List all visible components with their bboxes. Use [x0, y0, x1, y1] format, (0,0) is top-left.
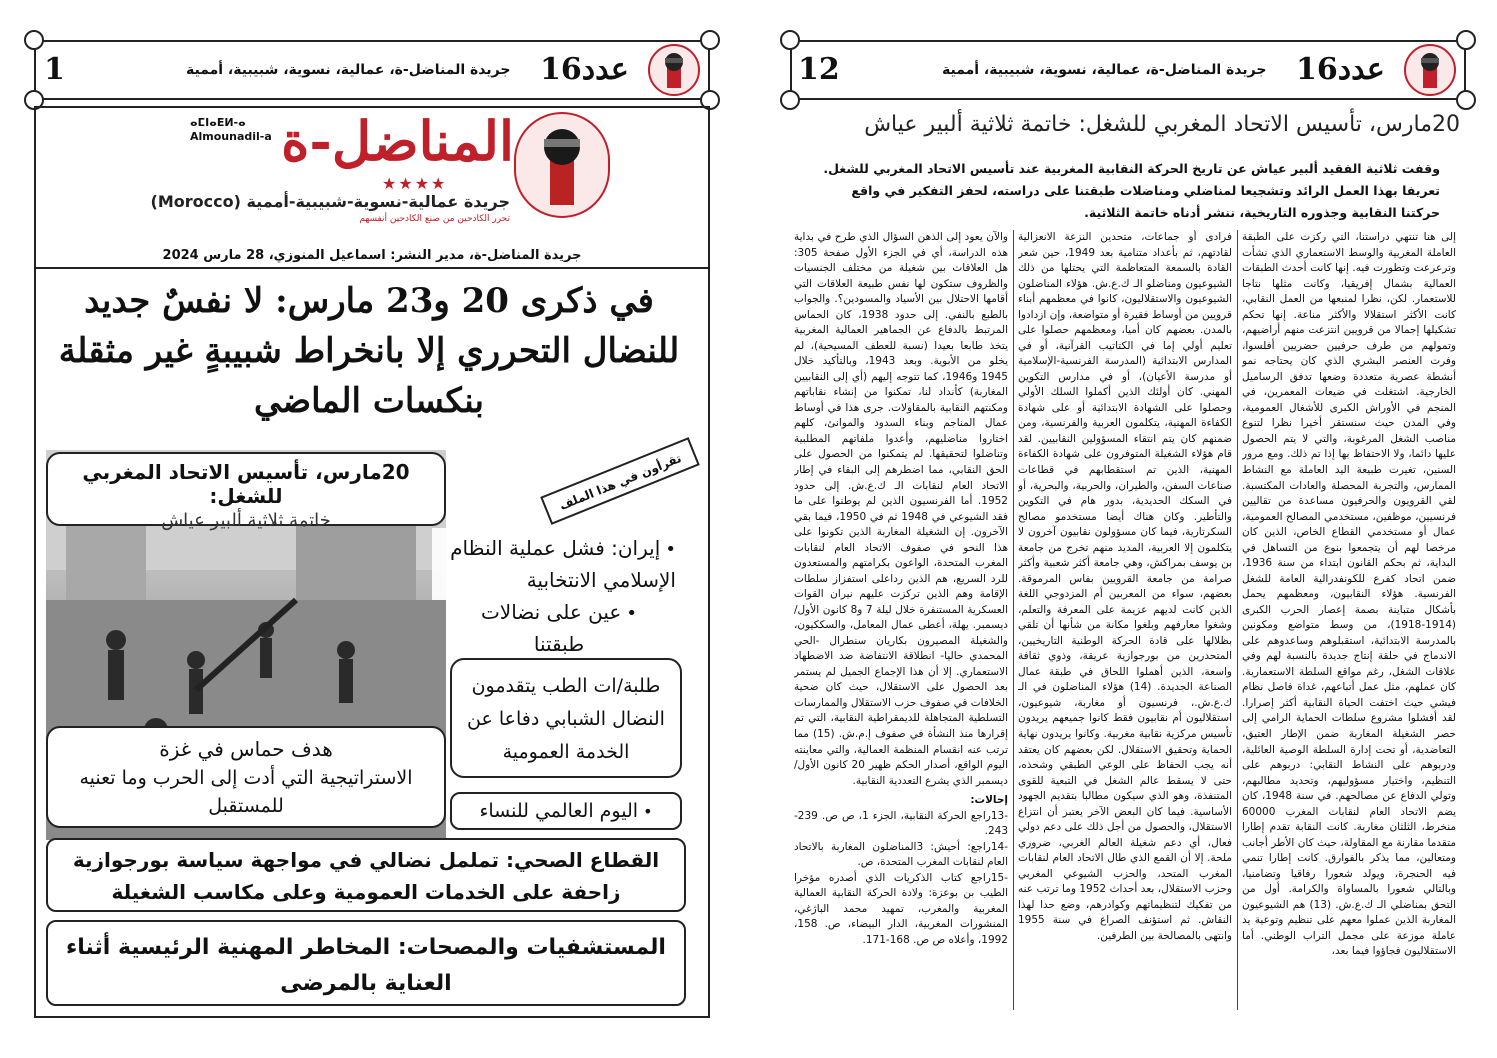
masthead-subtitle: جريدة عمالية-نسوية-شبيبية-أممية (Morocco) — [150, 192, 510, 211]
masthead-title: المناضل-ة — [281, 109, 514, 173]
teaser-box-hamas-body: الاستراتيجية التي أدت إلى الحرب وما تعنيه للمستقبل — [79, 767, 413, 817]
teaser-box-ayache-title: 20مارس، تأسيس الاتحاد المغربي للشغل: — [82, 460, 410, 508]
masthead — [150, 106, 684, 234]
column-rule — [1013, 230, 1014, 1010]
teaser-box-hospitals[interactable] — [46, 920, 686, 1006]
issue-number: عدد16 — [1296, 52, 1385, 87]
masthead-latin: Almounadil-a — [190, 130, 272, 143]
fist-logo-icon — [648, 44, 700, 96]
masthead-tifinagh: ⴰⵎⵏⴰⴹⵍ-ⴰ — [190, 116, 246, 129]
fist-logo-icon — [1404, 44, 1456, 96]
reference-item: -13راجع الحركة النقابية، الجزء 1، ص ص. 239-243. — [794, 809, 1008, 838]
teaser-box-ayache-sub: خاتمة ثلاثية ألبير عياش — [161, 510, 331, 531]
teaser-box-health-sector-text: القطاع الصحي: تململ نضالي في مواجهة سياسة بورجوازية زاحفة على الخدمات العمومية وعلى مكاسب الشغيلة — [72, 848, 660, 904]
page-number: 1 — [44, 52, 65, 87]
bullet-icon: • — [643, 802, 653, 821]
front-page — [34, 40, 710, 1018]
references-title: إحالات: — [970, 794, 1008, 807]
headline: في ذكرى 20 و23 مارس: لا نفسٌ جديد للنضال التحرري إلا بانخراط شبيبةٍ غير مثقلة بنكسات الماضي — [58, 281, 680, 421]
bullet-icon: • — [665, 539, 676, 560]
page-header — [34, 40, 710, 100]
masthead-slogan: تحرر الكادحين من صنع الكادحين أنفسهم — [359, 214, 510, 224]
teaser-box-health-sector[interactable] — [46, 838, 686, 912]
article-page — [790, 40, 1466, 1018]
bullet-icon: • — [626, 603, 638, 624]
masthead-stars: ★★★★ — [382, 174, 448, 193]
reference-item: -14راجع: أحيش: 3المناضلون المغاربة بالاتحاد العام لنقابات المغرب المتحدة، ص. — [794, 840, 1008, 869]
header-text: جريدة المناضل-ة، عمالية، نسوية، شبيبية، أممية — [186, 62, 511, 78]
article-column-1 — [1242, 230, 1456, 1014]
teaser-box-womens-day-text: اليوم العالمي للنساء — [479, 800, 639, 822]
reference-item: -15راجع كتاب الذكريات الذي أصدره مؤخرا الطيب بن بوعزة: ولادة الحركة النقابية العمالية المغربية والمغرب، تمهيد محمد الباژغي، المنشورات المغربية، الدار البيضاء، ص. 158، 1992، وأعلاه ص ص. 168-171. — [794, 871, 1008, 946]
teaser-box-hospitals-text: المستشفيات والمصحات: المخاطر المهنية الرئيسية أثناء العناية بالمرضى — [66, 935, 666, 996]
page-number: 12 — [798, 52, 840, 87]
teaser-box-medical-students[interactable] — [450, 658, 682, 778]
teaser-iran-text: إيران: فشل عملية النظام الإسلامي الانتخابية — [450, 536, 676, 592]
page-header — [790, 40, 1466, 100]
masthead-fist-icon — [514, 112, 610, 218]
article-column-3 — [794, 230, 1008, 1014]
article-intro: وقفت ثلاثية الفقيد ألبير عياش عن تاريخ الحركة النقابية المغربية عند تأسيس الاتحاد المغربي للشغل. تعريفا بهذا العمل الرائد وتشجيعا لمناضلي ومناضلات طبقتنا على دراسته، لحفز التفكير في واقع حركتنا النقابية وجذوره التاريخية، ننشر أدناه خاتمة الثلاثية. — [823, 161, 1440, 220]
dossier-stamp: تقرأون في هذا الملف — [540, 437, 700, 525]
teaser-iran[interactable] — [432, 528, 682, 600]
dateline: جريدة المناضل-ة، مدير النشر: اسماعيل المنوزي، 28 مارس 2024 — [34, 248, 710, 269]
teaser-struggles[interactable] — [454, 592, 664, 664]
teaser-box-hamas[interactable] — [46, 726, 446, 828]
teaser-box-womens-day[interactable] — [450, 792, 682, 830]
article-column-2 — [1018, 230, 1232, 1014]
teaser-struggles-text: عين على نضالات طبقتنا — [480, 600, 622, 656]
issue-number: عدد16 — [540, 52, 629, 87]
article-column-1-text: إلى هنا تنتهي دراستنا، التي ركزت على الطبقة العاملة المغربية والوسط الاستعماري الذي نشأت وترعرعت وتطورت فيه. إنها كانت أحدث الطبقات العمالية بشمال إفريقيا، وكانت مثلها نتاجا للاستعمار. لكن، نظرا لمنبعها من العمل النقابي، كانت الأكثر استقلالا والأكثر مناعة. إنها تحكم تشكيلها إجمالا من قرويين انتزعت منهم أراضيهم، وتمولهم من طرف حرفيين حضريين أفلسوا، وفرت العنصر البشري الذي كان يحتاجه نمو أنشطة عصرية متعددة وضعها تدفق الرساميل الخارجية. اشتغلت في ضيعات المعمرين، في المنجم في الأوراش الكبرى للأشغال العمومية، وفي المدن حيث سنستقر أخيرا نظرا لتنوع مناصب الشغل المرغوبة، والتي لا يتم الحصول عليها دائما، ولا الاحتفاظ بها إذا تم ذلك. ومع مرور السنين، تغيرت طبيعة اليد العاملة مع النشاط الممارس، والتجربة المحصلة والعادات المكتسبة. لقي القرويون والحرفيون مساعدة من تقاليين فرنسيين، موظفين، مستخدمي المصالح العمومية، عمال أو مستخدمي القطاع الخاص، الذين كان مرخصا لهم أن يتجمعوا بنوع من التساهل في البداية، ثم بحكم القانون ابتداء من سنة 1936، ضمن اتحاد كفرع للكونفدرالية العامة للشغل الفرنسية. هؤلاء النقابيون، ومعظمهم يحمل بأشكال متباينة بصمة إعصار الحرب الكبرى (1914-1918)، من وسط متواضع ومكونين بالمدرسة الابتدائية، استقبلوهم وساعدوهم على الاندماج في حلقة إنتاج جديدة بالنسبة لهم وفي علاقات الشغل، رغم مواقع السلطة الاستعمارية. كان عملهم، مثل عمل أتباعهم، غداة فاصل نظام فيشي حيث اختفت الحياة النقابية أكثر إصرارا. لقد أفشلوا مشروع سلطات الحماية الرامي إلى حصر الشغيلة المغاربة ضمن الإطار العتيق، التعاضدية، أو تحت إدارة السلطة الوصية العائلية، ودربوهم على النشاط النقابي: دربوهم على التنظيم، واختيار مسؤوليهم، وتحديد مطالبهم، وتولي الدفاع عن مصالحهم. في سنة 1948، كان يضم الاتحاد العام لنقابات المغرب 60000 منخرط، الثلثان مغاربة. كانت النقابة تقدم إطارا متقدما مقارنة مع المقاولة، حيث كان الأطر أجانب ومتعالين، مما يذكر بالفوارق. كانت إطارا تنمي فيه الحنجرة، ويولد شعورا رفاقيا وتضامنيا، وبالتالي شعورا بالمساواة والكرامة. أول من التحق بمناضلي الـ ك.ع.ش. (13) هم الشيوعيون المغاربة الذين عملوا معهم على تنظيم وتوعية يد عاملة موزعة على مجمل التراب الوطني. أما الاستقلاليون فجاؤوا فيما بعد، — [1242, 231, 1456, 958]
teaser-box-hamas-title: هدف حماس في غزة — [159, 737, 333, 761]
header-text: جريدة المناضل-ة، عمالية، نسوية، شبيبية، أممية — [942, 62, 1267, 78]
article-title: 20مارس، تأسيس الاتحاد المغربي للشغل: خاتمة ثلاثية ألبير عياش — [864, 112, 1460, 137]
teaser-box-ayache[interactable] — [46, 452, 446, 531]
article-column-3-text: والآن يعود إلى الذهن السؤال الذي طرح في بداية هذه الدراسة، أي في الجزء الأول صفحة 305: هل العلاقات بين شغيلة من مختلف الجنسيات والظروف ستكون لها نفس طبيعة العلاقات التي أقامها الاحتلال بين الأسياد والمسودين؟. والجواب بالطبع بالنفي. إلى حدود 1938، كان الحماس المرتبط بالدفاع عن الجماهير العمالية المغربية يتخذ طابعا بعيدا (نسبة للعطف المسيحية)، لم يخلو من الأبوية. وبعد 1943، وبالتأكيد خلال 1945 و1946، كما تتوجه إليهم (أي إلى النقابيين المغاربة) كأنداد لنا، تمكنوا من إنشاء نقاباتهم ومكنتهم النقابية بالمقاولات. جرى هذا في أوساط عمال المناجم وبناء السدود والموانئ، كلهم اختاروا مناضليهم، وأعدوا ملفاتهم المطلبية وتناضلوا لتحقيقها. لم يتمكنوا من الحصول على الحق النقابي، مما اضطرهم إلى البقاء في إطار الاتحاد العام لنقابات الـ ك.ع.ش. إلى حدود 1952. أما الفرنسيون الذين لم يوطنوا على ما فقد الشيوعي في 1948 ثم في 1950، فيما بقي الآخرون. إن الشغيلة المغاربة الذين تكونوا على هذا النحو في صفوف الاتحاد العام لنقابات المغرب المتحدة، الواعون بكرامتهم والمستعدون للرد السريع، هم الذين رداعلى استفزاز سلطات الإقامة وهم الذين تركزت عليهم نيران القوات العسكرية المستنفرة خلال ليلة 7 و8 كانون الأول/ديسمبر. يهلة، أعطى عمال المعامل، والسككيون، والشغيلة المصيرون بكاريان سنطرال -الحي المحمدي حاليا- انطلاقة الانتفاضة ضد الاضطهاد الاستعماري. إلا أن هذا الإجماع الجميل لم يستمر بعد الحصول على الاستقلال، حيث كان ضحية الخلافات في صفوف حزب الاستقلال والممارسات التسلطية المتجاهلة للديمقراطية النقابية، التي تم إقرارها منذ النشأة في صفوف إ.م.ش. (15) مما ترتب عنه انقسام المنظمة العمالية، والتي معاينته اليوم الواقع، أصدار الحكم ظهير 20 كانون الأول/ديسمبر الذي يشرع التعددية النقابية. — [794, 231, 1008, 787]
article-column-2-text: فرادى أو جماعات، متحدين النزعة الانعزالية لقادتهم، ثم بأعداد متنامية بعد 1949، حين شعر القادة بالسمعة المتعاظمة التي يحتلها من ذلك الشيوعيون ومناضلو الـ ك.ع.ش. هؤلاء المناضلون الشيوعيون والاستقلاليون، كانوا في معظمهم أبناء قرويين من أوساط فقيرة أو متواضعة، وإن ازدادوا بالمدن. بعضهم كان أميا، ومعظمهم حصلوا على تعليم أولي إما في الكتاتيب القرآنية، أو في المدارس الابتدائية (المدرسة الفرنسية-الإسلامية أو مدرسة الأعيان)، أو في مدارس التكوين المهني. كان أولئك الذين أكملوا السلك الأولي وحصلوا على الشهادة الابتدائية أو على شهادة الكفاءة المهنية، يتكلمون العربية والفرنسية، ومن ضمنهم كان يتم انتقاء المسؤولين النقابيين. لقد قام هؤلاء الشغيلة المتوفرون على شهادة الكفاءة المهنية، الذين تم استقطابهم في قطاعات صناعات السفن، والطيران، والحربية، والبحرية، أو في السكك الحديدية، بدور هام في التكوين والتأطير. وكان هناك أيضا مستخدمو مصالح السكرتارية، فيما كان مسؤولون نقابيون آخرون لا يتكلمون إلا العربية، المديد منهم تخرج من جامعة بن يوسف بمراكش، وهي جامعة أكثر شعبية وأكثر صرامة من جامعة القرويين بفاس المرموقة. بعضهم، سواء من المعربين أم المزدوجي اللغة الذين كانت لديهم عزيمة على المعرفة والتعلم، وشغوا معارفهم وبلغوا مكانة من شأنها أن تلقي بظلالها على قادة الحركة الوطنية التاريخيين، المتحدرين من بورجوازية عريقة، وذوي ثقافة واسعة، الذين أهملوا اللحاق في طبقة عمال الصناعة الجديدة. (14) هؤلاء المناضلون في الـ ك.ع.ش.، فرنسيون أو مغاربة، شيوعيون، استقلاليون أم نقابيون فقط كانوا جميعهم يريدون تأسيس مركزية نقابية مغربية. وكانوا يريدون نهاية الحماية وتحقيق الاستقلال. لكن بعضهم كان يعتقد أنه يجب الحفاظ على الوعي الطبقي وشحذه، حتى لا يسقط عالم الشغل في التبعية للقوى المتنفذة، وهو الذي سيكون مطالبا بتقديم الجهود الأساسية. فيما كان البعض الآخر يعتبر أن انتزاع الاستقلال، والحصول من أجل ذلك على دعم دولي فعال، أي دعم شغيلة العالم الغربي، ضروري ملحة. إلا أن القمع الذي طال الاتحاد العام لنقابات المغرب المتحد، والحزب الشيوعي المغربي وحزب الاستقلال، بعد أحداث 1952 وما ترتب عنه من تفكيك لتنظيماتهم وكوادرهم، وضع حدا لهذا النقاش. ثم استؤنف الصراع في سنة 1955 وانتهى بالمصالحة بين الطرفين. — [1018, 231, 1232, 942]
column-rule — [1237, 230, 1238, 1010]
teaser-box-medical-students-text: طلبة/ات الطب يتقدمون النضال الشبابي دفاعا عن الخدمة العمومية — [467, 675, 665, 763]
